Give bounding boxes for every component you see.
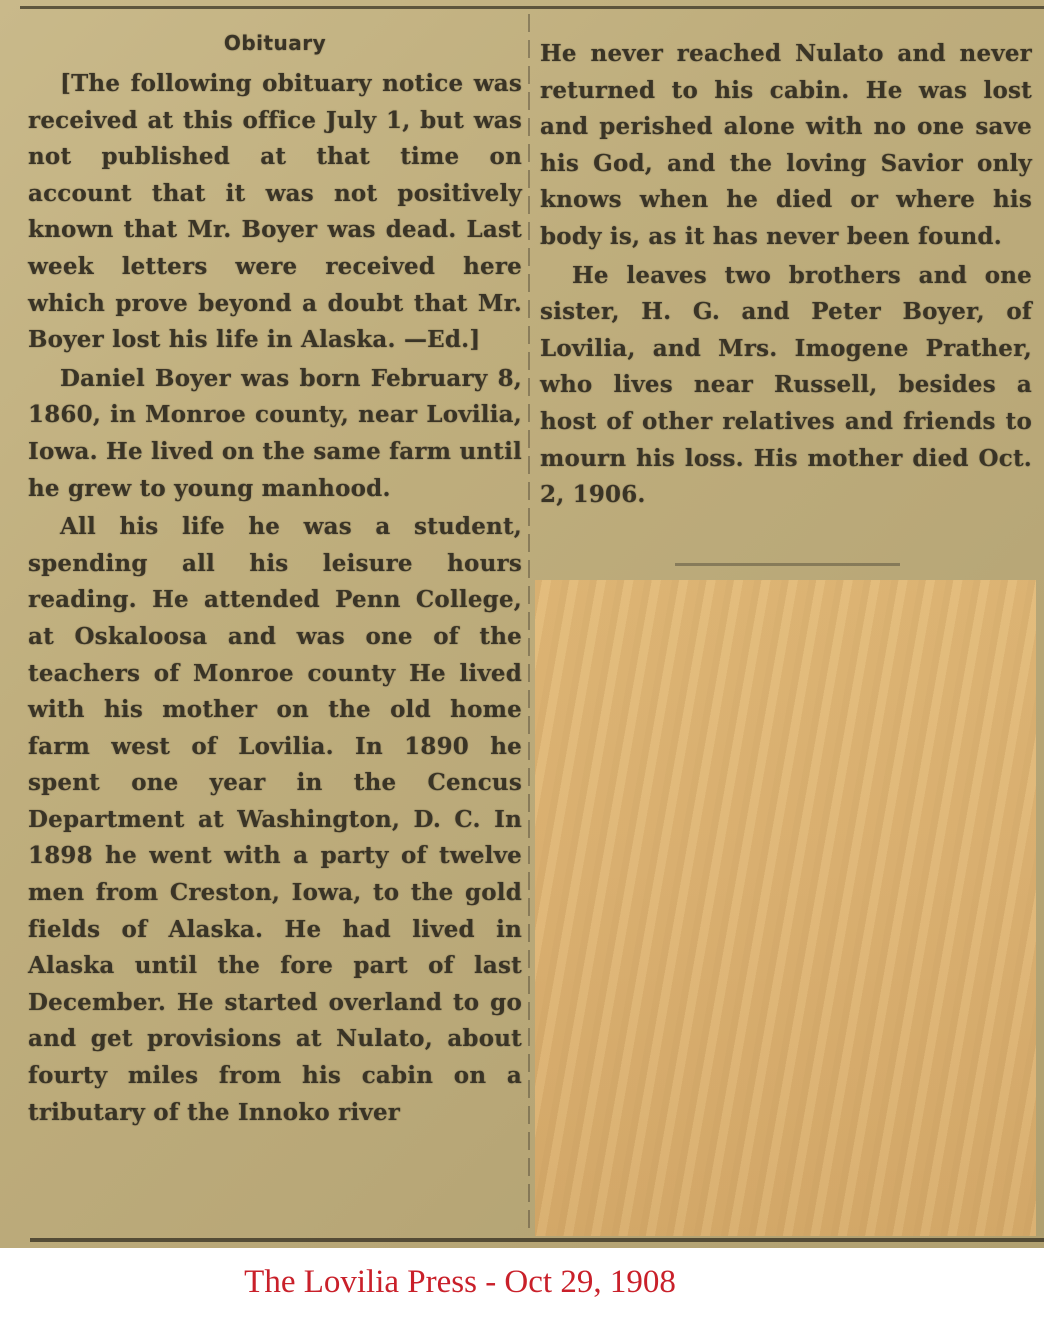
wood-background-patch xyxy=(535,580,1036,1236)
obituary-heading: Obituary xyxy=(223,31,327,55)
source-caption: The Lovilia Press - Oct 29, 1908 xyxy=(244,1264,676,1300)
column-divider xyxy=(528,14,530,1236)
end-of-article-rule xyxy=(675,563,900,566)
top-column-rule xyxy=(20,6,1044,9)
editor-note-paragraph: [The following obituary notice was received at this office July 1, but was not published at that time on account that it was not positively known that Mr. Boyer was dead. Last week letters were received here which prove beyond a doubt that Mr. Boyer lost his life in Alaska. —Ed.] xyxy=(28,70,522,354)
right-column xyxy=(540,36,1032,514)
life-paragraph: All his life he was a student, spending all his leisure hours reading. He attended Penn College, at Oskaloosa and was one of the teachers of Monroe county He lived with his mother on the old home farm west of Lovilia. In 1890 he spent one year in the Cencus Department at Washington, D. C. In 1898 he went with a party of twelve men from Creston, Iowa, to the gold fields of Alaska. He had lived in Alaska until the fore part of last December. He started overland to go and get provisions at Nulato, about fourty miles from his cabin on a tributary of the Innoko river xyxy=(28,513,522,1126)
birth-paragraph: Daniel Boyer was born February 8, 1860, in Monroe county, near Lovilia, Iowa. He lived on the same farm until he grew to young manhood. xyxy=(28,364,522,502)
bottom-column-rule xyxy=(30,1238,1044,1242)
survivors-paragraph: He leaves two brothers and one sister, H. G. and Peter Boyer, of Lovilia, and Mrs. Imogene Prather, who lives near Russell, besides a host of other relatives and friends to mourn his loss. His mother died Oct. 2, 1906. xyxy=(540,261,1032,509)
disappearance-paragraph: He never reached Nulato and never returned to his cabin. He was lost and perished alone with no one save his God, and the loving Savior only knows when he died or where his body is, as it has never been found. xyxy=(540,40,1032,250)
left-column xyxy=(28,28,522,1131)
